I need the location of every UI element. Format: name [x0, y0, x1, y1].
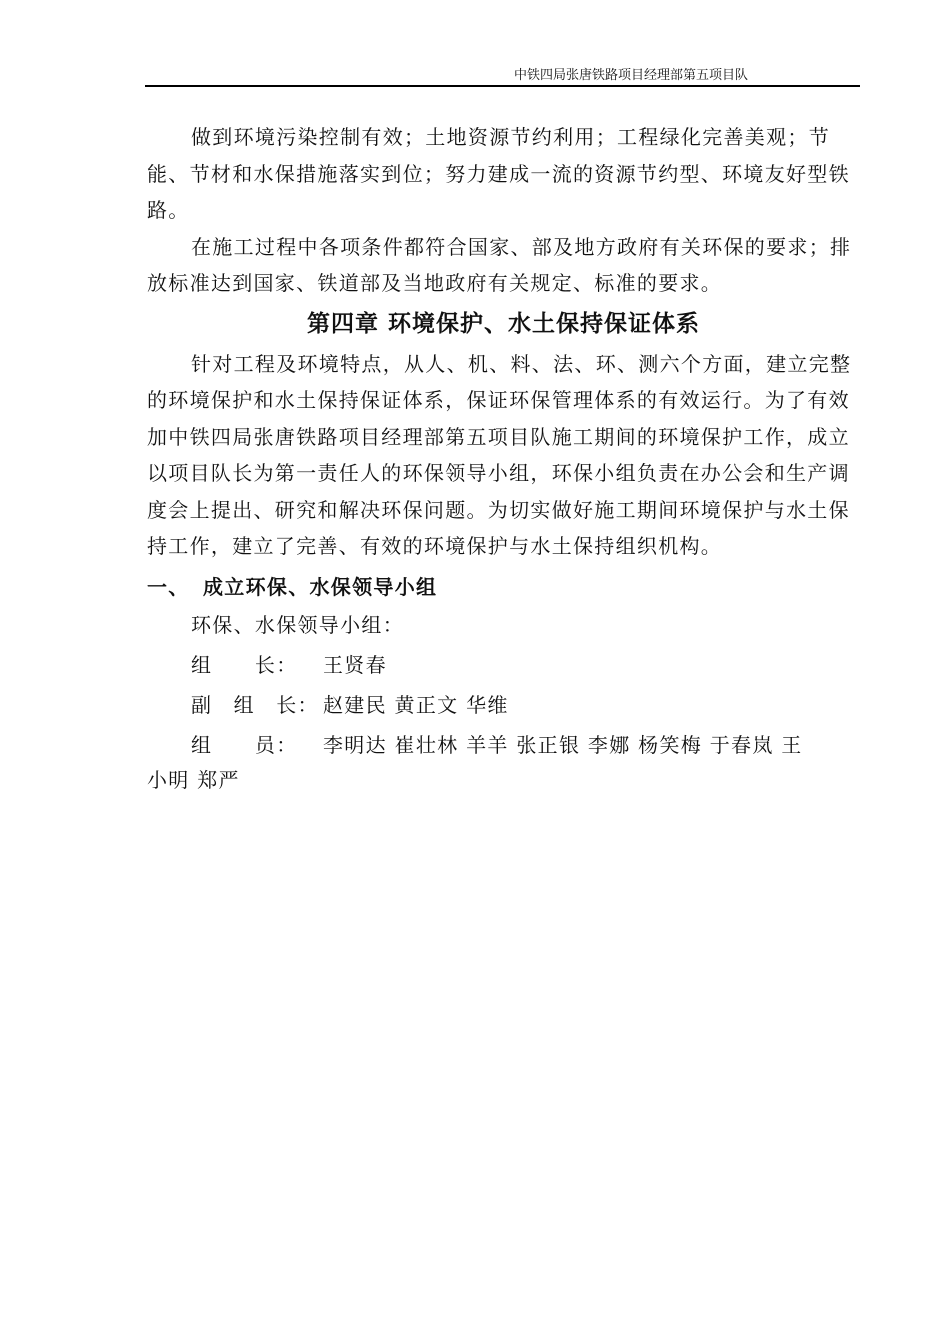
header-rule: [145, 85, 860, 87]
deputy-label: 副 组 长：: [191, 692, 319, 717]
deputy-names: 赵建民 黄正文 华维: [323, 692, 509, 717]
document-body: [147, 119, 860, 795]
members-label: 组 员：: [191, 732, 298, 757]
members-row: [147, 725, 860, 765]
deputy-row: [147, 685, 860, 725]
paragraph-standards: 在施工过程中各项条件都符合国家、部及地方政府有关环保的要求；排放标准达到国家、铁道部及当地政府有关规定、标准的要求。: [147, 234, 852, 295]
section-heading: [147, 569, 860, 605]
group-intro: [147, 605, 860, 645]
group-intro-text: 环保、水保领导小组：: [191, 612, 404, 637]
section-number: 一、: [147, 574, 190, 599]
members-names-continued: 小明 郑严: [147, 767, 240, 792]
leader-names: 王贤春: [323, 652, 387, 677]
section-title: 成立环保、水保领导小组: [203, 574, 438, 599]
paragraph-goals: 做到环境污染控制有效；土地资源节约利用；工程绿化完善美观；节能、节材和水保措施落实到位；努力建成一流的资源节约型、环境友好型铁路。: [147, 125, 850, 222]
members-names: 李明达 崔壮林 羊羊 张正银 李娜 杨笑梅 于春岚 王: [323, 732, 803, 757]
page-header: 中铁四局张唐铁路项目经理部第五项目队: [513, 68, 748, 83]
leader-label: 组 长：: [191, 652, 298, 677]
chapter-title: 第四章 环境保护、水土保持保证体系: [306, 310, 700, 337]
leader-row: [147, 645, 860, 685]
paragraph-system: 针对工程及环境特点，从人、机、料、法、环、测六个方面，建立完整的环境保护和水土保持保证体系，保证环保管理体系的有效运行。为了有效加中铁四局张唐铁路项目经理部第五项目队施工期间的环境保护工作，成立以项目队长为第一责任人的环保领导小组，环保小组负责在办公会和生产调度会上提出、研究和解决环保问题。为切实做好施工期间环境保护与水土保持工作，建立了完善、有效的环境保护与水土保持组织机构。: [147, 351, 852, 558]
